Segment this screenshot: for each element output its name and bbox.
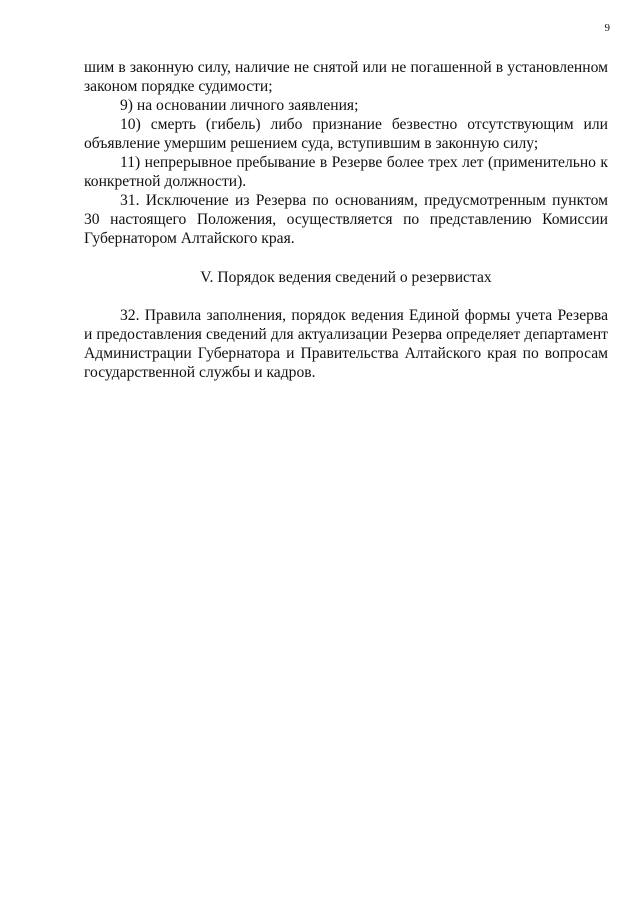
paragraph-item-11: 11) непрерывное пребывание в Резерве более трех лет (применительно к конкретной должности). [84,154,608,190]
paragraph-item-9: 9) на основании личного заявления; [120,97,359,114]
paragraph-32: 32. Правила заполнения, порядок ведения Единой формы учета Резерва и предоставления сведений для актуализации Резерва определяет департамент Администрации Губернатора и Правительства Алтайского края по вопросам государственной службы и кадров. [84,307,608,381]
paragraph-continuation: шим в законную силу, наличие не снятой или не погашенной в установленном законом порядке судимости; [84,59,608,95]
page-number: 9 [604,22,610,34]
section-heading: V. Порядок ведения сведений о резервистах [200,269,492,286]
paragraph-31: 31. Исключение из Резерва по основаниям, предусмотренным пунктом 30 настоящего Положения, осуществляется по представлению Комиссии Губернатором Алтайского края. [84,192,608,247]
paragraph-item-10: 10) смерть (гибель) либо признание безвестно отсутствующим или объявление умершим решением суда, вступившим в законную силу; [84,116,608,152]
document-body [84,58,608,382]
